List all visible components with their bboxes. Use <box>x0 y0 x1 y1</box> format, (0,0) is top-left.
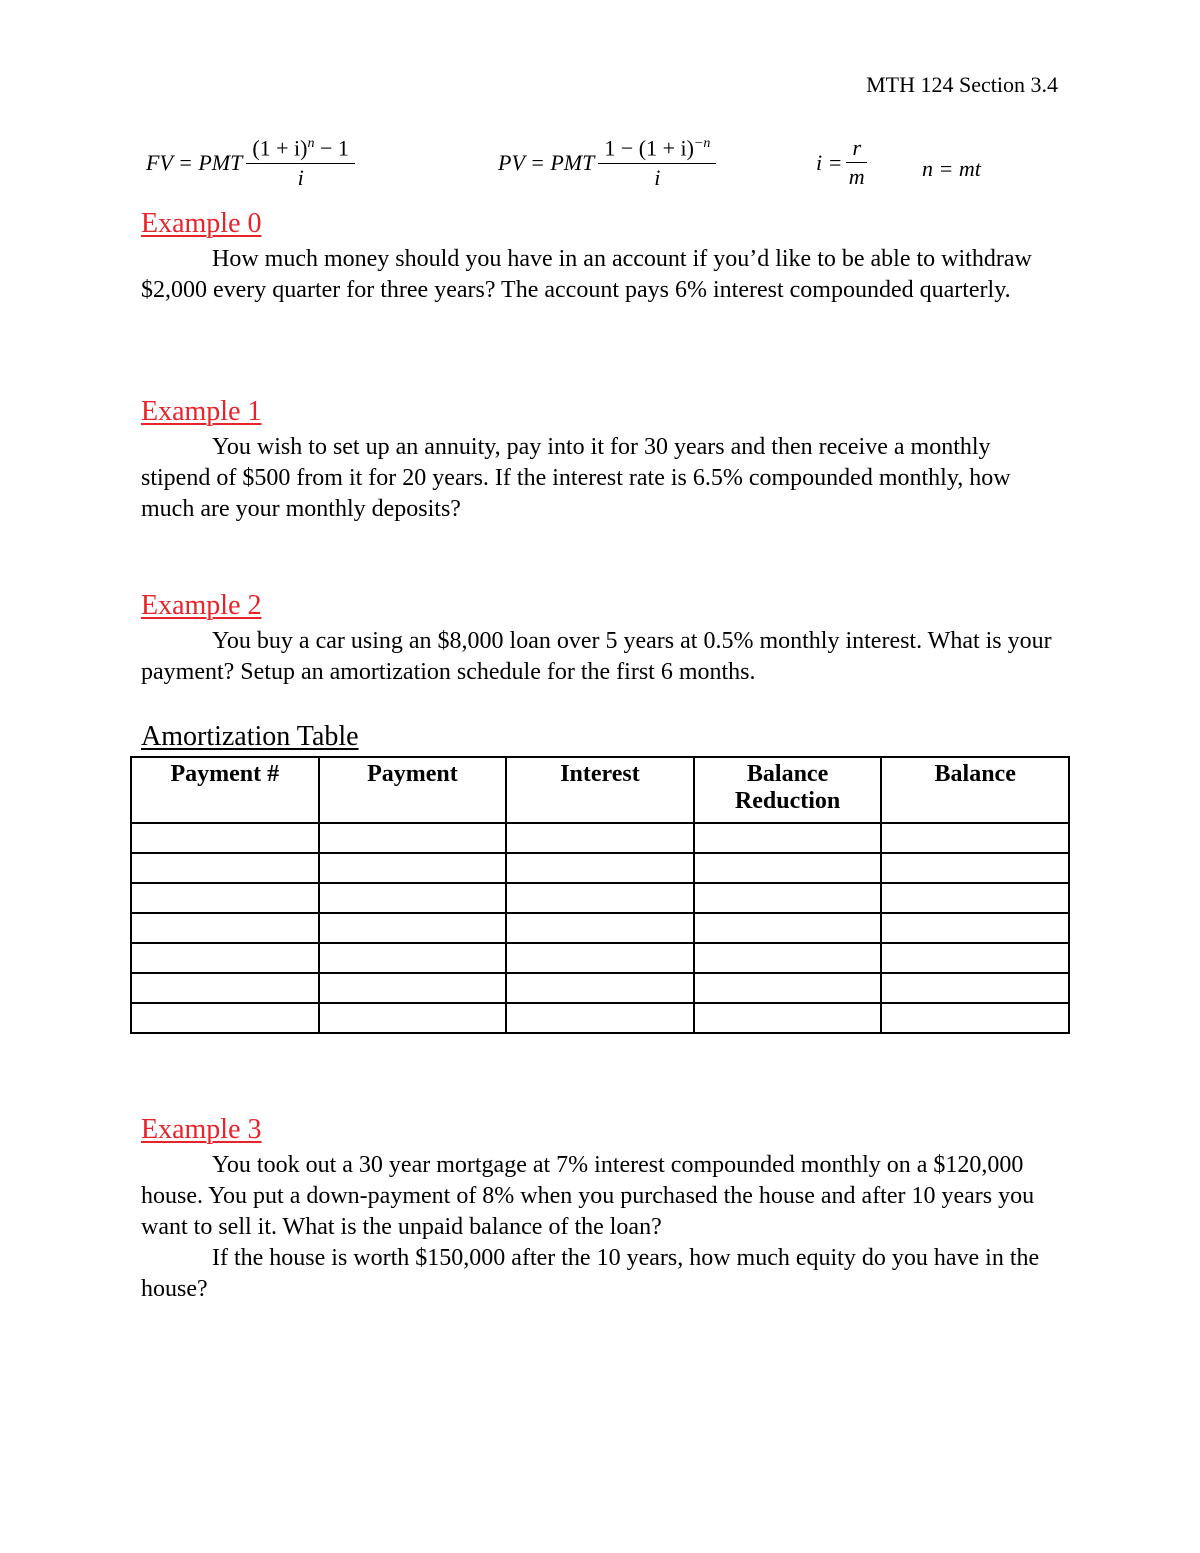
table-cell <box>881 1003 1069 1033</box>
table-cell <box>506 823 694 853</box>
col-payment: Payment <box>319 757 507 823</box>
table-row <box>131 823 1069 853</box>
fv-den: i <box>297 164 304 190</box>
col-balance-reduction: Balance Reduction <box>694 757 882 823</box>
pv-fraction <box>598 136 716 190</box>
table-row <box>131 973 1069 1003</box>
table-row <box>131 1003 1069 1033</box>
example-2-text <box>141 626 1061 688</box>
table-cell <box>131 943 319 973</box>
example-0-text <box>141 244 1061 306</box>
pv-num-exp: −n <box>693 136 711 151</box>
table-cell <box>694 913 882 943</box>
example-3-text-2 <box>141 1243 1061 1305</box>
table-cell <box>319 943 507 973</box>
pv-lhs: PV = PMT <box>498 149 595 175</box>
table-header-row <box>131 757 1069 823</box>
table-cell <box>694 973 882 1003</box>
table-row <box>131 943 1069 973</box>
table-row <box>131 883 1069 913</box>
table-cell <box>881 943 1069 973</box>
table-cell <box>881 823 1069 853</box>
table-cell <box>131 1003 319 1033</box>
example-2-title: Example 2 <box>141 590 262 621</box>
present-value-formula <box>498 136 716 190</box>
table-cell <box>506 973 694 1003</box>
amortization-table-title: Amortization Table <box>141 721 359 752</box>
fv-num-base: (1 + i) <box>252 135 308 161</box>
col-balance: Balance <box>881 757 1069 823</box>
rate-den: m <box>848 164 865 190</box>
table-cell <box>131 823 319 853</box>
example-1-title: Example 1 <box>141 396 262 427</box>
example-1-text <box>141 432 1061 525</box>
table-cell <box>881 883 1069 913</box>
table-cell <box>319 853 507 883</box>
table-cell <box>506 913 694 943</box>
table-cell <box>506 1003 694 1033</box>
table-cell <box>131 913 319 943</box>
example-3-para-1: You took out a 30 year mortgage at 7% interest compounded monthly on a $120,000 house. You put a down-payment of 8% when you purchased the house and after 10 years you want to sell it. What is the unpaid balance of the loan? <box>141 1152 1035 1240</box>
table-row <box>131 913 1069 943</box>
col-interest: Interest <box>506 757 694 823</box>
fv-num-tail: − 1 <box>314 135 349 161</box>
table-cell <box>319 1003 507 1033</box>
table-cell <box>131 883 319 913</box>
table-cell <box>694 883 882 913</box>
rate-num: r <box>846 136 867 163</box>
fv-lhs: FV = PMT <box>146 149 243 175</box>
example-2-para: You buy a car using an $8,000 loan over 5 years at 0.5% monthly interest. What is your payment? Setup an amortization schedule for the first 6 months. <box>141 628 1052 685</box>
table-cell <box>694 943 882 973</box>
formula-bar <box>0 136 1200 206</box>
pv-num-head: 1 − <box>604 135 639 161</box>
col-payment-number: Payment # <box>131 757 319 823</box>
example-0-title: Example 0 <box>141 208 262 239</box>
rate-formula <box>816 136 867 189</box>
amortization-table <box>130 756 1070 1034</box>
pv-den: i <box>654 164 661 190</box>
table-cell <box>319 823 507 853</box>
example-1-para: You wish to set up an annuity, pay into it for 30 years and then receive a monthly stipend of $500 from it for 20 years. If the interest rate is 6.5% compounded monthly, how much are your monthly deposits? <box>141 434 1011 522</box>
example-0-para: How much money should you have in an account if you’d like to be able to withdraw $2,000 every quarter for three years? The account pays 6% interest compounded quarterly. <box>141 246 1032 303</box>
table-cell <box>506 853 694 883</box>
example-3-title: Example 3 <box>141 1114 262 1145</box>
future-value-formula <box>146 136 355 190</box>
course-header: MTH 124 Section 3.4 <box>866 72 1058 97</box>
rate-fraction <box>846 136 867 189</box>
table-cell <box>694 823 882 853</box>
table-cell <box>131 973 319 1003</box>
table-cell <box>694 1003 882 1033</box>
table-cell <box>881 973 1069 1003</box>
table-cell <box>319 973 507 1003</box>
fv-num-exp: n <box>307 136 315 151</box>
periods-formula <box>922 156 981 182</box>
table-cell <box>881 853 1069 883</box>
periods-text: n = mt <box>922 156 981 181</box>
rate-lhs: i = <box>816 149 843 175</box>
table-cell <box>506 883 694 913</box>
example-3-text-1 <box>141 1150 1061 1243</box>
table-cell <box>319 883 507 913</box>
table-cell <box>319 913 507 943</box>
pv-num-base: (1 + i) <box>638 135 694 161</box>
table-cell <box>694 853 882 883</box>
table-cell <box>881 913 1069 943</box>
table-cell <box>506 943 694 973</box>
fv-fraction <box>246 136 355 190</box>
table-cell <box>131 853 319 883</box>
table-row <box>131 853 1069 883</box>
example-3-para-2: If the house is worth $150,000 after the 10 years, how much equity do you have in the house? <box>141 1245 1040 1302</box>
